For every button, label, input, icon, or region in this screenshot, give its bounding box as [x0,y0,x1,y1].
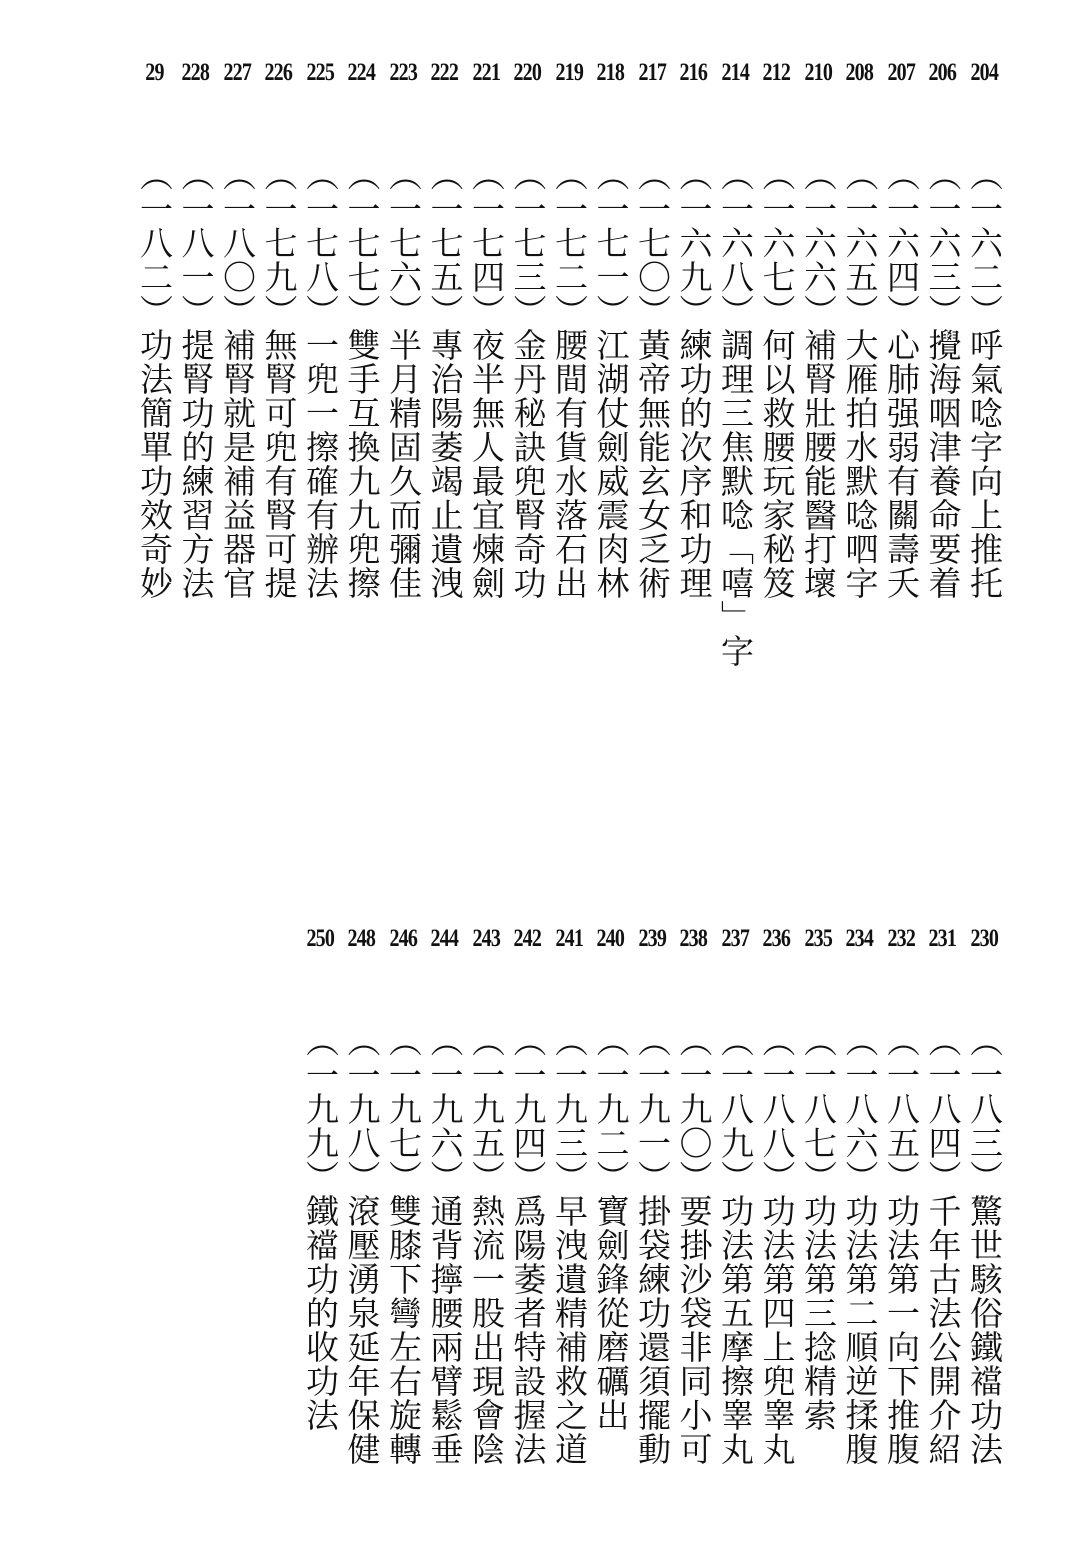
page-number: 238 [679,925,708,952]
toc-entry [259,52,299,600]
entry-heading [674,158,714,600]
toc-entry [632,52,672,600]
entry-heading [549,1024,589,1466]
toc-entry [757,918,797,1466]
toc-entry [923,918,963,1466]
close-paren: ︶ [591,294,631,328]
open-paren: ︵ [218,158,257,192]
close-paren: ︶ [840,294,880,328]
close-paren: ︶ [674,1160,714,1194]
toc-entry [591,52,631,600]
open-paren: ︵ [508,158,548,192]
toc-entry [674,52,714,600]
entry-heading [923,1024,963,1466]
open-paren: ︵ [550,1024,589,1058]
entry-title: 江湖仗劍威震肉林 [591,328,631,600]
entry-number: 一七〇 [633,192,672,294]
open-paren: ︵ [674,1024,714,1058]
page-number: 204 [970,59,998,86]
entry-heading [964,158,1004,600]
entry-title: 何以救腰玩家秘笈 [757,328,797,600]
entry-title: 功法第四上兜睾丸 [757,1194,797,1466]
page-number: 216 [679,59,708,86]
open-paren: ︵ [384,158,423,192]
entry-title: 心肺强弱有關壽夭 [882,328,921,600]
entry-number: 一七一 [591,192,631,294]
open-paren: ︵ [508,1024,548,1058]
open-paren: ︵ [591,158,631,192]
open-paren: ︵ [923,158,963,192]
entry-heading [674,1024,714,1466]
entry-title: 功法第五摩擦睾丸 [716,1194,755,1466]
entry-number: 一八九 [716,1058,755,1160]
close-paren: ︶ [799,294,838,328]
page-number: 228 [181,59,210,86]
entry-number: 一九七 [384,1058,423,1160]
entry-title: 滾壓湧泉延年保健 [342,1194,382,1466]
entry-heading [840,1024,880,1466]
page-number: 230 [970,925,998,952]
entry-heading [715,1024,755,1466]
close-paren: ︶ [799,1160,838,1194]
open-paren: ︵ [425,158,465,192]
close-paren: ︶ [633,294,672,328]
entry-heading [591,158,631,600]
close-paren: ︶ [425,294,465,328]
open-paren: ︵ [923,1024,963,1058]
open-paren: ︵ [633,1024,672,1058]
entry-title: 腰間有貨水落石出 [550,328,589,600]
close-paren: ︶ [508,294,548,328]
entry-title: 攪海咽津養命要着 [923,328,963,600]
toc-entry [881,52,921,600]
page-number: 227 [223,59,251,86]
close-paren: ︶ [425,1160,465,1194]
entry-heading [383,158,423,600]
close-paren: ︶ [923,1160,963,1194]
toc-entry [964,52,1004,600]
page-number: 250 [306,925,334,952]
close-paren: ︶ [550,294,589,328]
open-paren: ︵ [384,1024,423,1058]
entry-number: 一九一 [633,1058,672,1160]
entry-heading [425,1024,465,1466]
entry-number: 一七八 [301,192,340,294]
entry-title: 大雁拍水默唸呬字 [840,328,880,600]
entry-heading [300,1024,340,1432]
entry-number: 一七七 [342,192,382,294]
close-paren: ︶ [384,1160,423,1194]
entry-heading [757,158,797,600]
entry-number: 一六六 [799,192,838,294]
open-paren: ︵ [716,1024,755,1058]
open-paren: ︵ [342,158,382,192]
close-paren: ︶ [923,294,963,328]
toc-entry [549,52,589,600]
entry-title: 專治陽萎竭止遺洩 [425,328,465,600]
entry-heading [798,158,838,600]
open-paren: ︵ [425,1024,465,1058]
entry-title: 要掛沙袋非同小可 [674,1194,714,1466]
entry-heading [383,1024,423,1466]
entry-title: 掛袋練功還須擺動 [633,1194,672,1466]
toc-entry [549,918,589,1466]
page-number: 206 [928,59,957,86]
close-paren: ︶ [757,1160,797,1194]
page-number: 243 [472,925,500,952]
toc-entry [425,918,465,1466]
open-paren: ︵ [840,1024,880,1058]
entry-title: 練功的次序和功理 [674,328,714,600]
entry-title: 半月精固久而彌佳 [384,328,423,600]
entry-title: 調理三焦默唸「嘻」字 [716,328,755,668]
toc-entry [342,52,382,600]
close-paren: ︶ [591,1160,631,1194]
close-paren: ︶ [965,294,1004,328]
page-number: 207 [887,59,915,86]
close-paren: ︶ [301,1160,340,1194]
toc-entry [134,52,174,600]
entry-number: 一八二 [135,192,174,294]
entry-title: 提腎功的練習方法 [176,328,216,600]
toc-entry [715,52,755,668]
page-number: 240 [596,925,625,952]
page-number: 232 [887,925,915,952]
entry-heading [217,158,257,600]
close-paren: ︶ [342,294,382,328]
entry-number: 一八五 [882,1058,921,1160]
entry-heading [176,158,216,600]
page-number: 210 [804,59,832,86]
toc-entry [923,52,963,600]
toc-entry [342,918,382,1466]
open-paren: ︵ [342,1024,382,1058]
page-number: 222 [430,59,459,86]
toc-entry [176,52,216,600]
entry-heading [549,158,589,600]
entry-heading [881,1024,921,1466]
open-paren: ︵ [799,158,838,192]
page-number: 220 [513,59,542,86]
entry-heading [342,158,382,600]
entry-heading [632,1024,672,1466]
entry-heading [508,1024,548,1466]
toc-entry [964,918,1004,1466]
entry-title: 金丹秘訣兜腎奇功 [508,328,548,600]
entry-heading [259,158,299,600]
page-number: 221 [472,59,500,86]
page-number: 231 [928,925,957,952]
open-paren: ︵ [176,158,216,192]
open-paren: ︵ [135,158,174,192]
entry-heading [632,158,672,600]
entry-title: 爲陽萎者特設握法 [508,1194,548,1466]
toc-entry [300,918,340,1432]
open-paren: ︵ [757,158,797,192]
entry-number: 一八八 [757,1058,797,1160]
entry-title: 通背擰腰兩臂鬆垂 [425,1194,465,1466]
entry-title: 雙手互換九九兜擦 [342,328,382,600]
entry-title: 功法第三捻精索 [799,1194,838,1432]
entry-number: 一八四 [923,1058,963,1160]
entry-title: 功法簡單功效奇妙 [135,328,174,600]
open-paren: ︵ [882,158,921,192]
open-paren: ︵ [965,158,1004,192]
close-paren: ︶ [840,1160,880,1194]
toc-entry [715,918,755,1466]
page-number: 214 [721,59,749,86]
close-paren: ︶ [633,1160,672,1194]
close-paren: ︶ [757,294,797,328]
open-paren: ︵ [591,1024,631,1058]
entry-title: 呼氣唸字向上推托 [965,328,1004,600]
close-paren: ︶ [342,1160,382,1194]
page-number: 235 [804,925,832,952]
entry-title: 無腎可兜有腎可提 [259,328,299,600]
open-paren: ︵ [757,1024,797,1058]
page-number: 224 [347,59,376,86]
page-number: 239 [638,925,666,952]
toc-entry [798,918,838,1432]
toc-entry [383,52,423,600]
page-number: 244 [430,925,459,952]
entry-heading [134,158,174,600]
entry-number: 一八〇 [218,192,257,294]
toc-entry [508,918,548,1466]
entry-heading [425,158,465,600]
page-number: 208 [845,59,874,86]
open-paren: ︵ [467,158,506,192]
toc-entry [674,918,714,1466]
entry-heading [881,158,921,600]
close-paren: ︶ [965,1160,1004,1194]
entry-number: 一七四 [467,192,506,294]
open-paren: ︵ [259,158,299,192]
open-paren: ︵ [840,158,880,192]
page-number: 219 [555,59,583,86]
entry-heading [715,158,755,668]
page-number: 248 [347,925,376,952]
page-number: 242 [513,925,542,952]
entry-heading [342,1024,382,1466]
toc-entry [881,918,921,1466]
open-paren: ︵ [467,1024,506,1058]
entry-title: 夜半無人最宜煉劍 [467,328,506,600]
open-paren: ︵ [301,158,340,192]
toc-entry [466,918,506,1466]
close-paren: ︶ [259,294,299,328]
entry-number: 一七六 [384,192,423,294]
close-paren: ︶ [301,294,340,328]
entry-heading [840,158,880,600]
entry-number: 一六八 [716,192,755,294]
entry-heading [508,158,548,600]
open-paren: ︵ [716,158,755,192]
toc-entry [217,52,257,600]
close-paren: ︶ [882,1160,921,1194]
toc-entry [591,918,631,1432]
close-paren: ︶ [716,1160,755,1194]
open-paren: ︵ [633,158,672,192]
page-number: 237 [721,925,749,952]
entry-number: 一九二 [591,1058,631,1160]
entry-number: 一七九 [259,192,299,294]
close-paren: ︶ [467,294,506,328]
close-paren: ︶ [674,294,714,328]
entry-heading [300,158,340,600]
close-paren: ︶ [716,294,755,328]
entry-heading [466,1024,506,1466]
entry-number: 一九六 [425,1058,465,1160]
open-paren: ︵ [799,1024,838,1058]
toc-entry [425,52,465,600]
toc-entry [300,52,340,600]
open-paren: ︵ [301,1024,340,1058]
entry-number: 一九八 [342,1058,382,1160]
toc-entry [840,52,880,600]
close-paren: ︶ [550,1160,589,1194]
entry-number: 一九三 [550,1058,589,1160]
page-number: 218 [596,59,625,86]
close-paren: ︶ [384,294,423,328]
toc-entry [840,918,880,1466]
entry-title: 補腎就是補益器官 [218,328,257,600]
page-number: 226 [264,59,293,86]
open-paren: ︵ [965,1024,1004,1058]
entry-number: 一九四 [508,1058,548,1160]
close-paren: ︶ [218,294,257,328]
entry-number: 一七二 [550,192,589,294]
toc-entry [757,52,797,600]
entry-number: 一九〇 [674,1058,714,1160]
close-paren: ︶ [135,294,174,328]
close-paren: ︶ [176,294,216,328]
entry-number: 一八三 [965,1058,1004,1160]
entry-title: 功法第一向下推腹 [882,1194,921,1466]
close-paren: ︶ [508,1160,548,1194]
page-number: 217 [638,59,666,86]
entry-number: 一六五 [840,192,880,294]
entry-number: 一八七 [799,1058,838,1160]
page-number: 225 [306,59,334,86]
toc-entry [798,52,838,600]
open-paren: ︵ [882,1024,921,1058]
entry-title: 鐵襠功的收功法 [301,1194,340,1432]
entry-title: 一兜一擦確有辦法 [301,328,340,600]
toc-entry [508,52,548,600]
entry-number: 一九九 [301,1058,340,1160]
entry-number: 一七三 [508,192,548,294]
entry-number: 一六二 [965,192,1004,294]
page-number: 223 [389,59,417,86]
entry-title: 熱流一股出現會陰 [467,1194,506,1466]
entry-number: 一八一 [176,192,216,294]
entry-number: 一八六 [840,1058,880,1160]
entry-heading [964,1024,1004,1466]
entry-number: 一六九 [674,192,714,294]
entry-title: 雙膝下彎左右旋轉 [384,1194,423,1466]
entry-number: 一九五 [467,1058,506,1160]
entry-title: 補腎壯腰能醫打壞 [799,328,838,600]
page-number: 29 [144,59,164,86]
entry-title: 寶劍鋒從磨礪出 [591,1194,631,1432]
open-paren: ︵ [674,158,714,192]
entry-heading [923,158,963,600]
entry-heading [798,1024,838,1432]
entry-title: 功法第二順逆揉腹 [840,1194,880,1466]
entry-number: 一六七 [757,192,797,294]
close-paren: ︶ [467,1160,506,1194]
entry-title: 早洩遺精補救之道 [550,1194,589,1466]
page-number: 246 [389,925,417,952]
entry-number: 一六四 [882,192,921,294]
entry-heading [757,1024,797,1466]
toc-entry [383,918,423,1466]
toc-entry [466,52,506,600]
entry-title: 驚世駭俗鐵襠功法 [965,1194,1004,1466]
entry-heading [466,158,506,600]
page-number: 236 [762,925,791,952]
open-paren: ︵ [550,158,589,192]
entry-number: 一七五 [425,192,465,294]
entry-number: 一六三 [923,192,963,294]
toc-entry [632,918,672,1466]
page-number: 241 [555,925,583,952]
close-paren: ︶ [882,294,921,328]
page-number: 234 [845,925,874,952]
page-number: 212 [762,59,791,86]
entry-title: 千年古法公開介紹 [923,1194,963,1466]
entry-title: 黃帝無能玄女乏術 [633,328,672,600]
entry-heading [591,1024,631,1432]
